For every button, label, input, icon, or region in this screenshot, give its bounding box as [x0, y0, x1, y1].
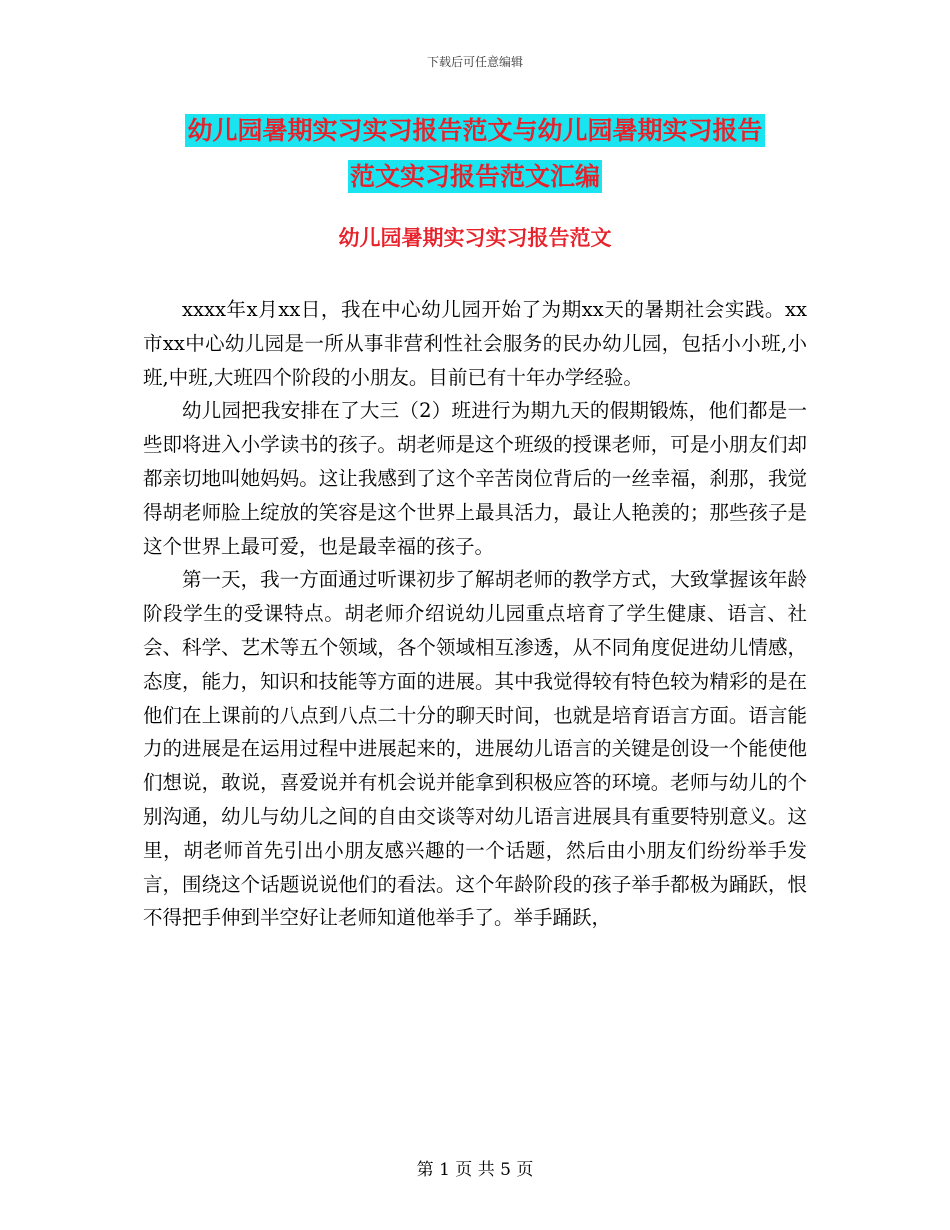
document-title-line-1: 幼儿园暑期实习实习报告范文与幼儿园暑期实习报告	[187, 116, 763, 145]
document-title-line-2: 范文实习报告范文汇编	[349, 162, 600, 191]
body-text	[143, 293, 807, 935]
page-header: 下载后可任意编辑	[426, 55, 523, 69]
paragraph-2: 幼儿园把我安排在了大三（2）班进行为期九天的假期锻炼，他们都是一些即将进入小学读书的孩子。胡老师是这个班级的授课老师，可是小朋友们却都亲切地叫她妈妈。这让我感到了这个辛苦岗位背后的一丝幸福，刹那，我觉得胡老师脸上绽放的笑容是这个世界上最具活力，最让人艳羡的；那些孩子是这个世界上最可爱，也是最幸福的孩子。	[143, 399, 807, 558]
document-title	[120, 108, 830, 200]
paragraph-1: xxxx年x月xx日，我在中心幼儿园开始了为期xx天的暑期社会实践。xx市xx中心幼儿园是一所从事非营利性社会服务的民办幼儿园，包括小小班,小班,中班,大班四个阶段的小朋友。目前已有十年办学经验。	[143, 298, 807, 389]
page-footer: 第 1 页 共 5 页	[416, 1160, 534, 1180]
section-title: 幼儿园暑期实习实习报告范文	[338, 226, 612, 250]
paragraph-3: 第一天，我一方面通过听课初步了解胡老师的教学方式，大致掌握该年龄阶段学生的受课特点。胡老师介绍说幼儿园重点培育了学生健康、语言、社会、科学、艺术等五个领域，各个领域相互渗透，从不同角度促进幼儿情感，态度，能力，知识和技能等方面的进展。其中我觉得较有特色较为精彩的是在他们在上课前的八点到八点二十分的聊天时间，也就是培育语言方面。语言能力的进展是在运用过程中进展起来的，进展幼儿语言的关键是创设一个能使他们想说，敢说，喜爱说并有机会说并能拿到积极应答的环境。老师与幼儿的个别沟通，幼儿与幼儿之间的自由交谈等对幼儿语言进展具有重要特别意义。这里，胡老师首先引出小朋友感兴趣的一个话题，然后由小朋友们纷纷举手发言，围绕这个话题说说他们的看法。这个年龄阶段的孩子举手都极为踊跃，恨不得把手伸到半空好让老师知道他举手了。举手踊跃，	[143, 568, 807, 930]
